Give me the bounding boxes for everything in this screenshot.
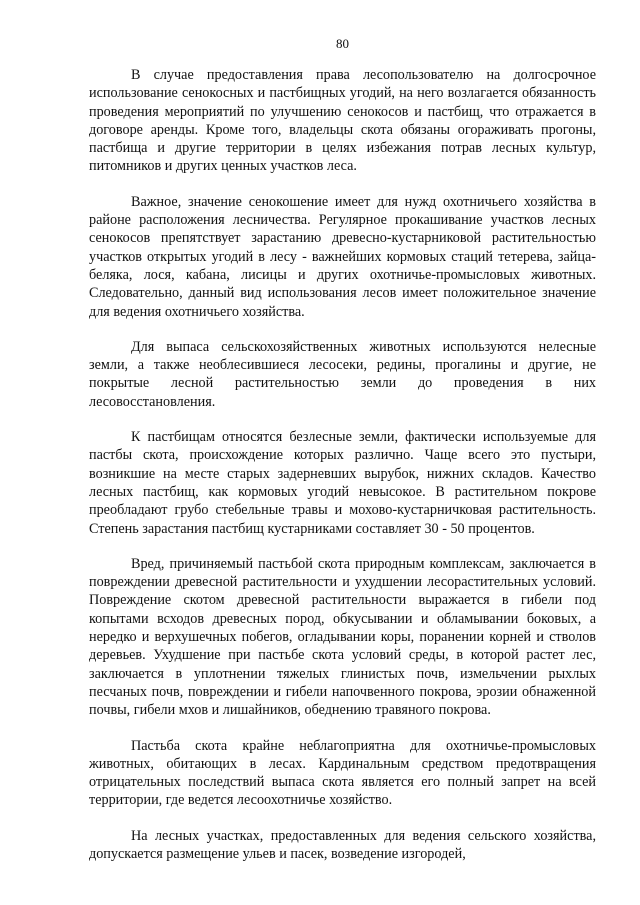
paragraph-pastures: К пастбищам относятся безлесные земли, фактически используемые для пастбы скота, происхождение которых различно. Чаще всего это пустыри, возникшие на месте старых задерневших вырубок, нижних складов. Качество лесных пастбищ, как кормовых угодий невысокое. В растительном покрове преобладают грубо стебельные травы и мохово-кустарничковая растительность. Степень зарастания пастбищ кустарниками составляет 30 - 50 процентов. [89, 429, 596, 537]
paragraph-grazing-lands: Для выпаса сельскохозяйственных животных используются нелесные земли, а также необлесившиеся лесосеки, редины, прогалины и другие, не покрытые лесной растительностью земли до проведения в них лесовосстановления. [89, 338, 596, 410]
page-number: 80 [336, 36, 349, 51]
paragraph-hayfield-lease-obligations: В случае предоставления права лесопользователю на долгосрочное использование сенокосных и пастбищных угодий, на него возлагается обязанность проведения мероприятий по улучшению сенокосов и пастбищ, что отражается в договоре аренды. Кроме того, владельцы скота обязаны огораживать прогоны, пастбища и другие территории в целях избежания потрав лесных культур, питомников и других ценных участков леса. [89, 67, 596, 175]
paragraph-grazing-ban: Пастьба скота крайне неблагоприятна для охотничье-промысловых животных, обитающих в лесах. Кардинальным средством предотвращения отрицательных последствий выпаса скота является его полный запрет на всей территории, где ведется лесоохотничье хозяйство. [89, 737, 596, 809]
paragraph-apiaries: На лесных участках, предоставленных для ведения сельского хозяйства, допускается размещение ульев и пасек, возведение изгородей, [89, 827, 596, 862]
paragraph-haymaking-hunting: Важное, значение сенокошение имеет для нужд охотничьего хозяйства в районе расположения лесничества. Регулярное прокашивание участков лесных сенокосов препятствует зарастанию древесно-кустарниковой растительностью участков открытых угодий в лесу - важнейших кормовых стаций тетерева, зайца-беляка, лося, кабана, лисицы и других охотничье-промысловых животных. Следовательно, данный вид использования лесов имеет положительное значение для ведения охотничьего хозяйства. [89, 193, 596, 320]
paragraph-grazing-damage: Вред, причиняемый пастьбой скота природным комплексам, заключается в повреждении древесной растительности и ухудшении лесорастительных условий. Повреждение скотом древесной растительности выражается в гибели под копытами всходов древесных пород, обкусывании и обламывании боковых, а нередко и верхушечных побегов, огладывании коры, поранении корней и стволов деревьев. Ухудшение при пастьбе скота условий среды, в которой растет лес, заключается в уплотнении тяжелых глинистых почв, измельчении рыхлых песчаных почв, повреждении и гибели напочвенного покрова, эрозии обнаженной почвы, гибели мхов и лишайников, обеднению травяного покрова. [89, 555, 596, 719]
